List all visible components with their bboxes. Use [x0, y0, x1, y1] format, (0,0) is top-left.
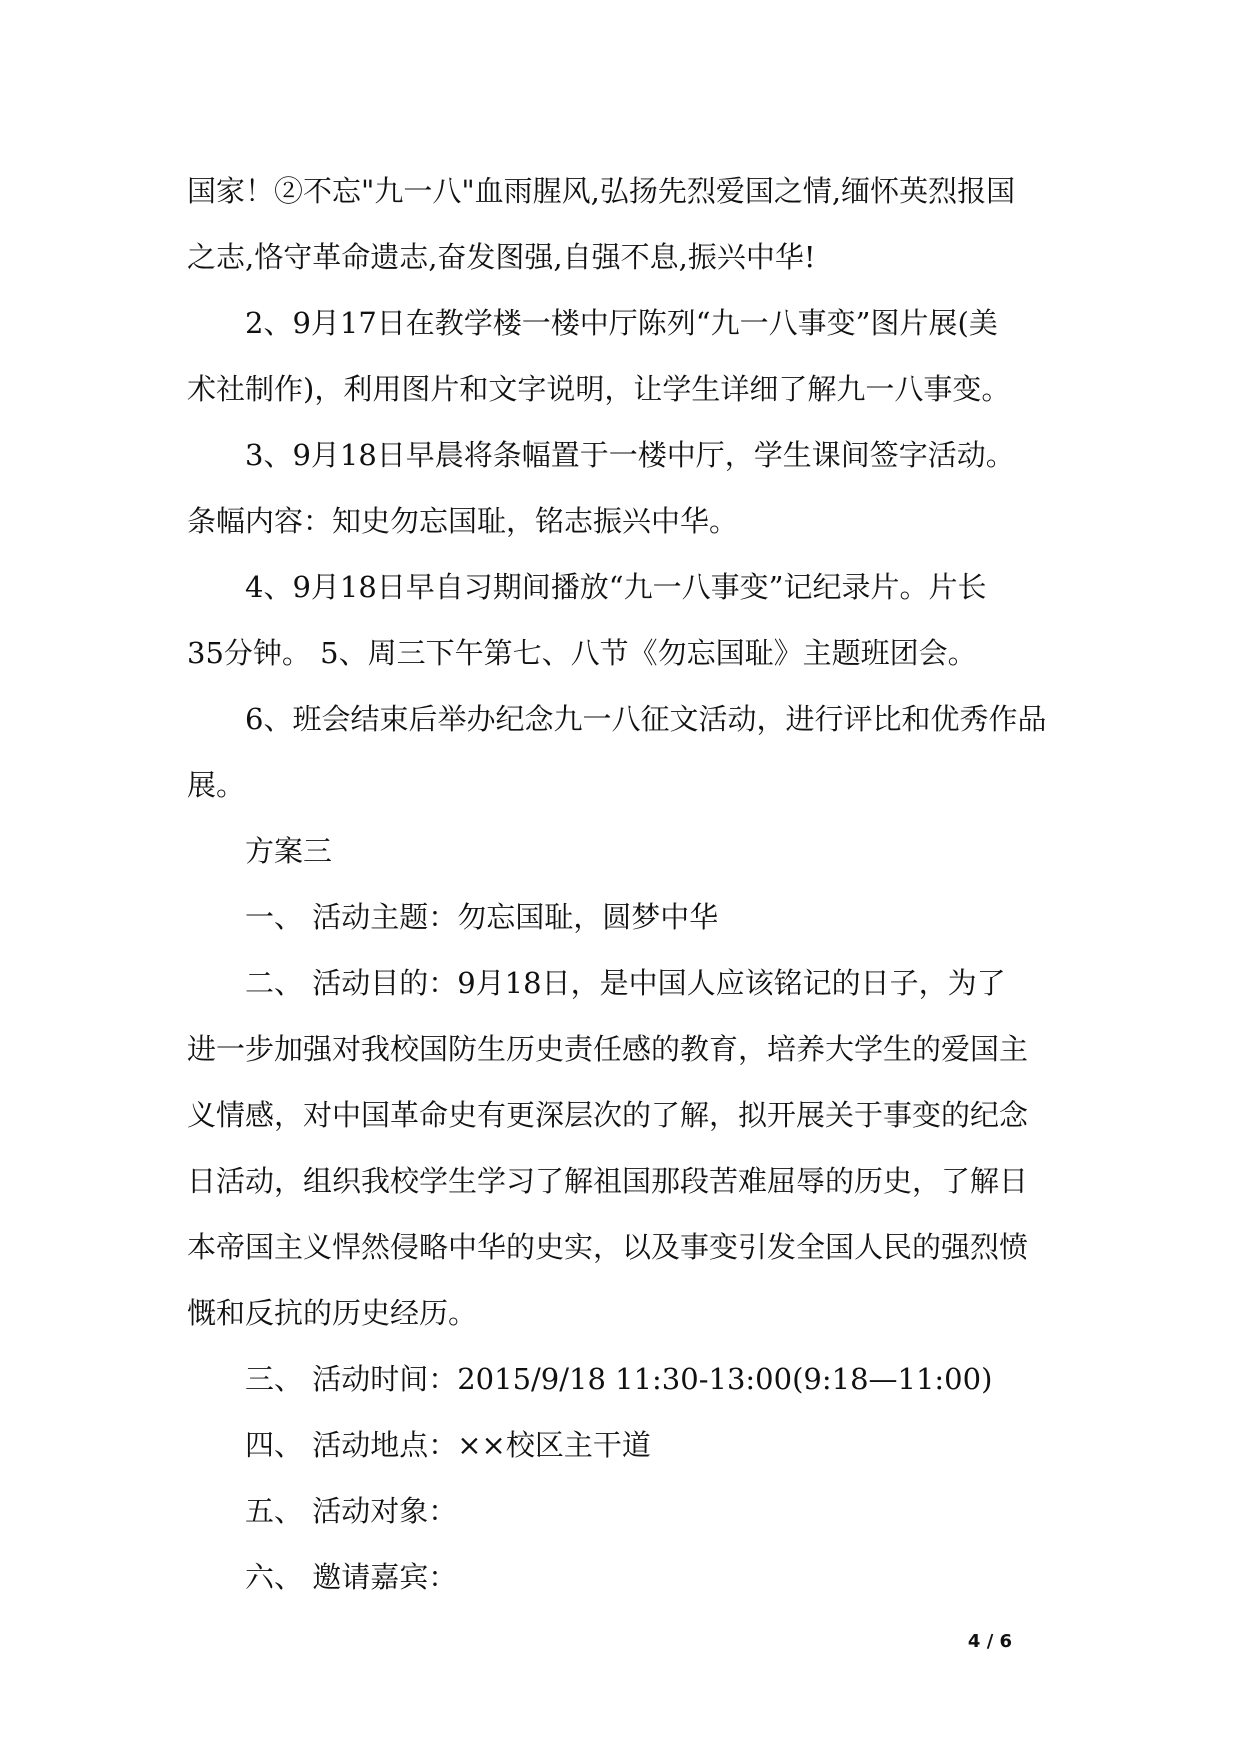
paragraph-audience: [187, 1478, 1057, 1544]
text-line: 三、 活动时间：2015/9/18 11:30-13:00(9:18—11:00): [245, 1362, 993, 1396]
text-line: 35分钟。 5、周三下午第七、八节《勿忘国耻》主题班团会。: [187, 636, 977, 670]
document-body: [187, 158, 1057, 1610]
text-line: 五、 活动对象：: [245, 1494, 458, 1528]
text-line: 四、 活动地点：××校区主干道: [245, 1428, 651, 1462]
paragraph-item-4: [187, 554, 1057, 686]
text-line: 展。: [187, 768, 246, 802]
text-line: 术社制作)，利用图片和文字说明，让学生详细了解九一八事变。: [187, 372, 1011, 406]
section-heading: [187, 818, 1057, 884]
text-line: 方案三: [245, 834, 333, 868]
paragraph-item-6: [187, 686, 1057, 818]
text-line: 本帝国主义悍然侵略中华的史实，以及事变引发全国人民的强烈愤: [187, 1230, 1029, 1264]
paragraph-item-3: [187, 422, 1057, 554]
text-line: 进一步加强对我校国防生历史责任感的教育，培养大学生的爱国主: [187, 1032, 1029, 1066]
page-number: 4 / 6: [967, 1631, 1013, 1652]
paragraph-purpose: [187, 950, 1057, 1346]
text-line: 之志,恪守革命遗志,奋发图强,自强不息,振兴中华!: [187, 240, 816, 274]
text-line: 2、9月17日在教学楼一楼中厅陈列“九一八事变”图片展(美: [245, 306, 998, 340]
text-line: 一、 活动主题：勿忘国耻，圆梦中华: [245, 900, 719, 934]
text-line: 日活动，组织我校学生学习了解祖国那段苦难屈辱的历史，了解日: [187, 1164, 1029, 1198]
paragraph-continuation: [187, 158, 1057, 290]
text-line: 慨和反抗的历史经历。: [187, 1296, 478, 1330]
text-line: 国家！②不忘"九一八"血雨腥风,弘扬先烈爱国之情,缅怀英烈报国: [187, 174, 1016, 208]
paragraph-theme: [187, 884, 1057, 950]
paragraph-item-2: [187, 290, 1057, 422]
text-line: 义情感，对中国革命史有更深层次的了解，拟开展关于事变的纪念: [187, 1098, 1029, 1132]
paragraph-location: [187, 1412, 1057, 1478]
text-line: 4、9月18日早自习期间播放“九一八事变”记纪录片。片长: [245, 570, 987, 604]
text-line: 二、 活动目的：9月18日，是中国人应该铭记的日子，为了: [245, 966, 1006, 1000]
text-line: 六、 邀请嘉宾：: [245, 1560, 458, 1594]
paragraph-guests: [187, 1544, 1057, 1610]
text-line: 3、9月18日早晨将条幅置于一楼中厅，学生课间签字活动。: [245, 438, 1015, 472]
paragraph-time: [187, 1346, 1057, 1412]
text-line: 条幅内容：知史勿忘国耻，铭志振兴中华。: [187, 504, 739, 538]
text-line: 6、班会结束后举办纪念九一八征文活动，进行评比和优秀作品: [245, 702, 1047, 736]
